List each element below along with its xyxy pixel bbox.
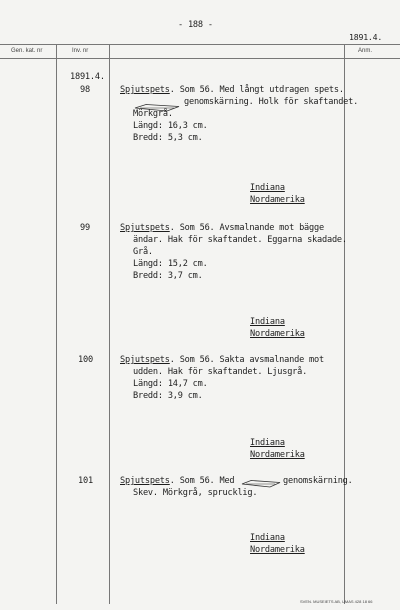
column-header-gen-kat-nr: Gen. kat. nr: [11, 48, 43, 54]
entry-length: Längd: 14,7 cm.: [133, 379, 208, 389]
entry-text-line: Grå.: [133, 247, 153, 257]
page-number: - 188 -: [178, 20, 213, 30]
entry-first-line: [120, 84, 344, 96]
cross-section-sketch-icon: [241, 474, 281, 484]
entry-first-line: [120, 475, 234, 487]
entry-text-line: udden. Hak för skaftandet. Ljusgrå.: [133, 367, 308, 377]
inv-number: 101: [78, 476, 93, 486]
cross-section-sketch-icon: [134, 98, 180, 108]
inv-number: 100: [78, 355, 93, 365]
inv-number: 99: [80, 223, 90, 233]
entry-place: Indiana: [250, 438, 285, 448]
entry-place: Indiana: [250, 533, 285, 543]
entry-title: Spjutspets: [120, 355, 170, 365]
entry-first-line: [120, 222, 324, 234]
column-header-anm: Anm.: [358, 48, 373, 54]
inv-group-year: 1891.4.: [70, 72, 105, 82]
column-divider-1: [56, 44, 57, 604]
entry-place: Indiana: [250, 317, 285, 327]
entry-text: . Som 56. Sakta avsmalnande mot: [169, 355, 324, 365]
entry-width: Bredd: 5,3 cm.: [133, 133, 203, 143]
inv-number: 98: [80, 85, 90, 95]
entry-region: Nordamerika: [250, 329, 305, 339]
entry-text-line: Mörkgrå.: [133, 109, 173, 119]
entry-text: . Som 56. Avsmalnande mot bägge: [169, 223, 324, 233]
entry-length: Längd: 16,3 cm.: [133, 121, 208, 131]
entry-width: Bredd: 3,7 cm.: [133, 271, 203, 281]
catalogue-year: 1891.4.: [349, 32, 383, 42]
entry-text-line: genomskärning.: [283, 476, 353, 486]
entry-title: Spjutspets: [120, 85, 170, 95]
entry-text-line: Skev. Mörkgrå, sprucklig.: [133, 488, 258, 498]
entry-width: Bredd: 3,9 cm.: [133, 391, 203, 401]
entry-region: Nordamerika: [250, 450, 305, 460]
column-header-inv-nr: Inv. nr: [72, 48, 89, 54]
entry-text: . Som 56. Med långt utdragen spets.: [169, 85, 344, 95]
printer-mark: SVEN. MUSEIETS AB, UMAS 428 18 66: [300, 599, 373, 604]
entry-length: Längd: 15,2 cm.: [133, 259, 208, 269]
entry-region: Nordamerika: [250, 195, 305, 205]
header-bottom-rule: [0, 58, 400, 59]
entry-text-line: ändar. Hak för skaftandet. Eggarna skadade.: [133, 235, 347, 245]
entry-region: Nordamerika: [250, 545, 305, 555]
entry-text: . Som 56. Med: [169, 476, 235, 486]
entry-first-line: [120, 354, 324, 366]
entry-title: Spjutspets: [120, 223, 170, 233]
entry-place: Indiana: [250, 183, 285, 193]
entry-title: Spjutspets: [120, 476, 170, 486]
column-divider-3: [344, 44, 345, 604]
header-top-rule: [0, 44, 400, 45]
entry-text-line: genomskärning. Holk för skaftandet.: [184, 97, 359, 107]
column-divider-2: [109, 44, 110, 604]
